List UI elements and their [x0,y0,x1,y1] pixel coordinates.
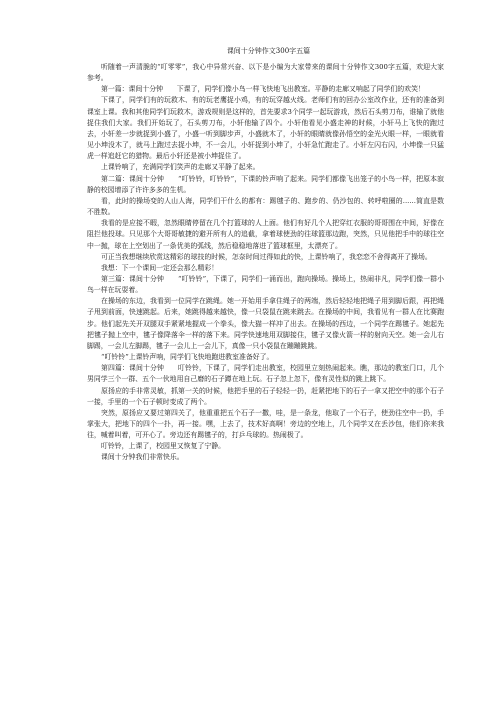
paragraph: 原扬应的手非常灵敏，抓第一关的时候，他把手里的石子轻轻一扔，赶紧把地下的石子一拿又把空中的那个石子一接，手里的一个石子顿时变成了两个。 [87,386,444,406]
paragraph: 可正当我想继续欣赏这精彩的球技的时候，怎奈时间过得如此的快，上课铃响了，我恋恋不舍得离开了操场。 [101,252,432,261]
paragraph: 课间十分钟我们非常快乐。 [101,453,184,462]
paragraph: 听随着一声清脆的“叮零零”，我心中异常兴奋、以下是小编为大家带来的课间十分钟作文300字五篇，欢迎大家参考。 [87,63,444,83]
paragraph: 看，此时的操场变的人山人海，同学们干什么的都有：踢毽子的、跑步的、仍沙包的、转呼啦圈的......简直是数不胜数。 [87,196,444,217]
paragraph: 突然，原扬应又要过第四关了，他重重把五个石子一撒，哇，是一条龙，他取了一个石子，使劲往空中一扔，手掌张大，把地下的四个一扑，再一接。嘿，上去了，技术好高啊！旁边的空地上，几个同学又在丢沙包，他们你来我往，喊着叫着，可开心了。旁边还有踢毽子的，打乒乓球的。热闹极了。 [87,408,444,440]
paragraph: 我想：下一个课间一定还会那么精彩！ [101,263,219,272]
paragraph: 第一篇：课间十分钟 下课了，同学们像小鸟一样飞快地飞出教室。平静的走廊又响起了同学们的欢笑！ [101,85,425,94]
paragraph: “叮铃铃”上课铃声响，同学们飞快地跑进教室准备好了。 [101,353,274,362]
paragraph: 下课了，同学们有的玩救木、有的玩老鹰捉小鸡，有的玩穿越火线。老师们有的回办公室改作业，还有的准备到课室上课。我和其他同学们玩救木，游戏规则是这样的，首先要求3个同学一起玩游戏，然后石头剪刀布，谁输了就他捉住我们大家。我们开始玩了，石头剪刀布，小轩他输了四个。小轩他看见小盛走神的时候，小轩马上飞快的跑过去，小轩差一步就捉到小盛了，小盛一听到脚步声，小盛就木了，小轩的眼睛就像孙悟空的金光火眼一样，一眼就看见小坤没木了，就马上跑过去捉小坤，不一会儿，小轩捉到小坤了，小轩急忙跑走了。小轩左闪右闪，小坤像一只猛虎一样追赶它的猎物。最后小轩还是被小坤捉住了。 [87,96,444,161]
paragraph: 第四篇：课间十分钟 叮铃铃，下课了，同学们走出教室，校园里立刻热闹起来。瞧，那边的教室门口，几个男同学三个一群、五个一伙地用自己磨的石子蹲在地上玩。石子忽上忽下，像有灵性似的跳上跳下。 [87,364,444,384]
paragraph: 第三篇：课间十分钟 “叮铃铃”，下课了，同学们一涌而出，跑向操场。操场上，热闹非凡，同学们像一群小鸟一样在玩耍着。 [87,274,444,295]
paragraph: 上课铃响了，充满同学们笑声的走廊又平静了起来。 [101,163,260,172]
paragraph: 在操场的东边，我看到一位同学在跳绳。她一开始用手拿住绳子的两端，然后轻轻地把绳子用到脚后跟，再把绳子甩到前面，快速跳起。后来，她跳得越来越快，像一只袋鼠在跳来跳去。在操场的中间，我看见有一群人在比赛跑步。他们起先关开双腿双手紧紧地握成一个拳头，像大猫一样冲了出去。在操场的西边，一个同学在踢毽子。她起先把毽子抛上空中，毽子像降落伞一样的落下来。同学快速地用双脚接住，毽子又像火箭一样的射向天空。她一会儿右脚踢，一会儿左脚踢，毽子一会儿上一会儿下，真像一只小袋鼠在蹦蹦跳跳。 [87,297,444,350]
paragraph: 叮铃铃，上课了，校园里又恢复了宁静。 [101,442,226,451]
paragraph: 我看的是应接不暇，忽然眼睛停留在几个打篮球的人上面。他们有好几个人把穿红衣服的哥哥围在中间，好像在阻拦他投球。只见那个大哥哥敏捷的避开所有人的追截，拿着球使劲的往球篮那边跑，突然，只见他把手中的球往空中一抛，球在上空划出了一条优美的弧线，然后稳稳地落进了篮球框里，太漂亮了。 [87,219,444,250]
document-body [87,62,444,464]
document-title: 课间十分钟作文300字五篇 [226,47,311,55]
paragraph: 第二篇：课间十分钟 “叮铃铃，叮铃铃”，下课的铃声响了起来。同学们都像飞出笼子的小鸟一样，把原本寂静的校园增添了许许多多的生机。 [87,174,444,194]
